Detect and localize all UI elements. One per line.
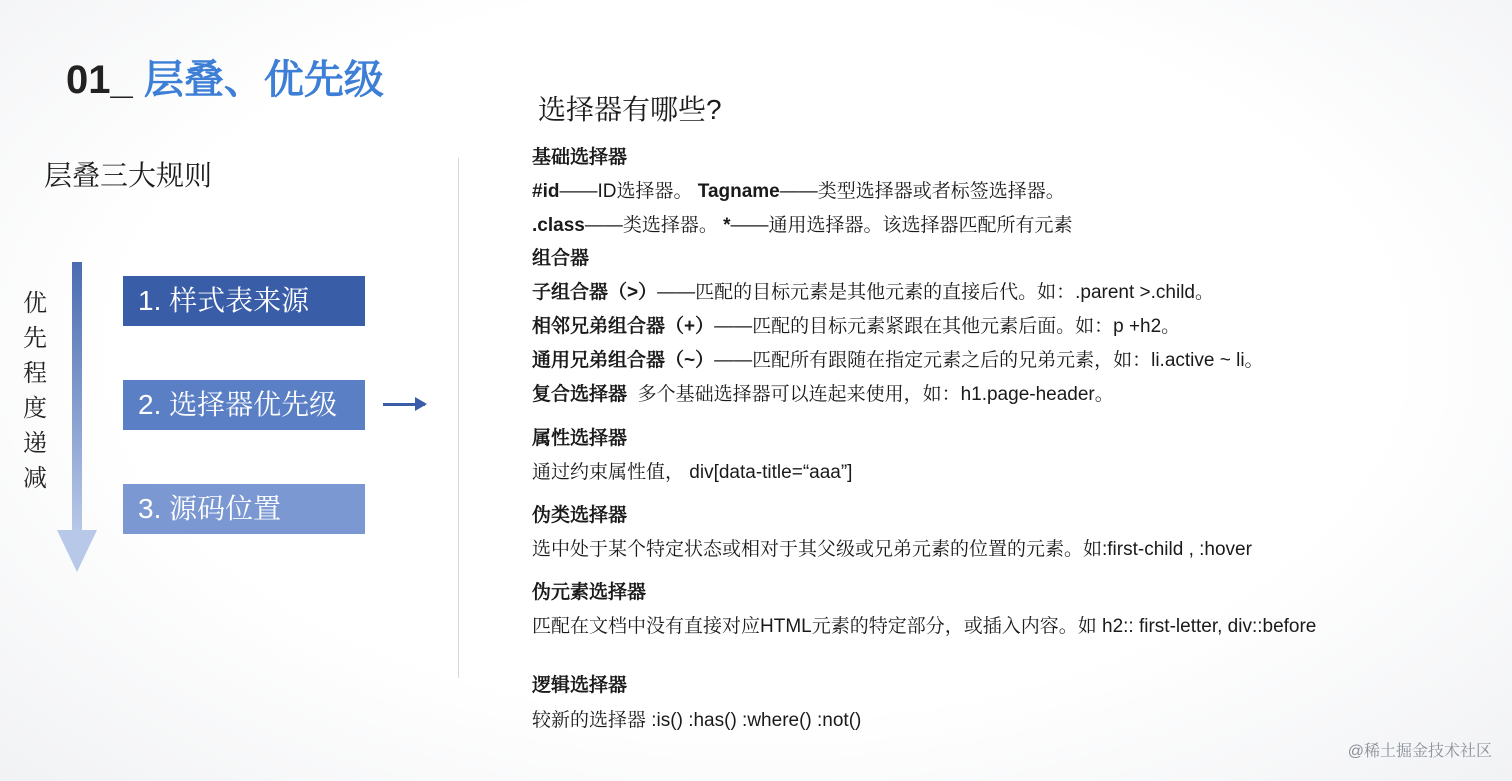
vertical-char: 程 [23,360,47,387]
universal-selector-desc: ——通用选择器。该选择器匹配所有元素 [730,215,1073,236]
title-text: 层叠、优先级 [143,58,384,102]
id-selector-term: #id [532,181,560,202]
logical-selectors-heading: 逻辑选择器 [532,675,628,696]
priority-decreasing-label [20,286,50,496]
basic-selectors-line-2 [532,210,1073,237]
rule-box-source-order: 3. 源码位置 [123,484,365,534]
adjacent-sibling-line [532,311,1180,338]
tagname-selector-term: Tagname [697,181,780,202]
watermark: @稀土掘金技术社区 [1347,743,1492,760]
basic-selectors-heading: 基础选择器 [532,147,628,168]
rule-box-stylesheet-origin: 1. 样式表来源 [123,276,365,326]
id-selector-desc: ——ID选择器。 [559,181,693,202]
cascade-rules-heading: 层叠三大规则 [44,160,213,191]
vertical-char: 度 [23,395,47,422]
vertical-char: 优 [23,290,47,317]
compound-selector-term: 复合选择器 [532,384,628,405]
basic-selectors-line-1 [532,176,1065,203]
right-arrow-icon [383,403,425,406]
compound-selector-desc: 多个基础选择器可以连起来使用，如：h1.page-header。 [637,384,1114,405]
vertical-char: 先 [23,325,47,352]
adjacent-sibling-desc: ——匹配的目标元素紧跟在其他元素后面。如：p +h2。 [714,316,1181,337]
child-combinator-desc: ——匹配的目标元素是其他元素的直接后代。如：.parent >.child。 [657,282,1214,303]
compound-selector-line [532,379,1114,406]
general-sibling-term: 通用兄弟组合器（~） [532,350,715,371]
vertical-char: 减 [23,465,47,492]
page-title [66,48,384,105]
down-arrow-shaft [72,262,82,532]
vertical-divider [458,158,459,678]
attribute-selectors-heading: 属性选择器 [532,428,628,449]
logical-selectors-text: 较新的选择器 :is() :has() :where() :not() [532,710,862,731]
combinators-heading: 组合器 [532,248,590,269]
pseudo-class-text: 选中处于某个特定状态或相对于其父级或兄弟元素的位置的元素。如:first-child , :hover [532,539,1252,560]
child-combinator-line [532,277,1214,304]
attribute-selectors-text: 通过约束属性值， div[data-title=“aaa”] [532,462,853,483]
class-selector-desc: ——类选择器。 [584,215,718,236]
pseudo-element-text: 匹配在文档中没有直接对应HTML元素的特定部分，或插入内容。如 h2:: first-letter, div::before [532,616,1317,637]
rule-box-selector-specificity: 2. 选择器优先级 [123,380,365,430]
pseudo-element-heading: 伪元素选择器 [532,582,647,603]
general-sibling-line [532,345,1264,372]
vertical-char: 递 [23,430,47,457]
pseudo-class-heading: 伪类选择器 [532,505,628,526]
down-arrow-icon [57,530,97,572]
title-number: 01_ [66,58,133,102]
class-selector-term: .class [532,215,585,236]
child-combinator-term: 子组合器（>） [532,282,658,303]
adjacent-sibling-term: 相邻兄弟组合器（+） [532,316,715,337]
general-sibling-desc: ——匹配所有跟随在指定元素之后的兄弟元素，如：li.active ~ li。 [714,350,1264,371]
tagname-selector-desc: ——类型选择器或者标签选择器。 [779,181,1065,202]
universal-selector-term: * [723,215,731,236]
selectors-title: 选择器有哪些? [538,94,722,125]
